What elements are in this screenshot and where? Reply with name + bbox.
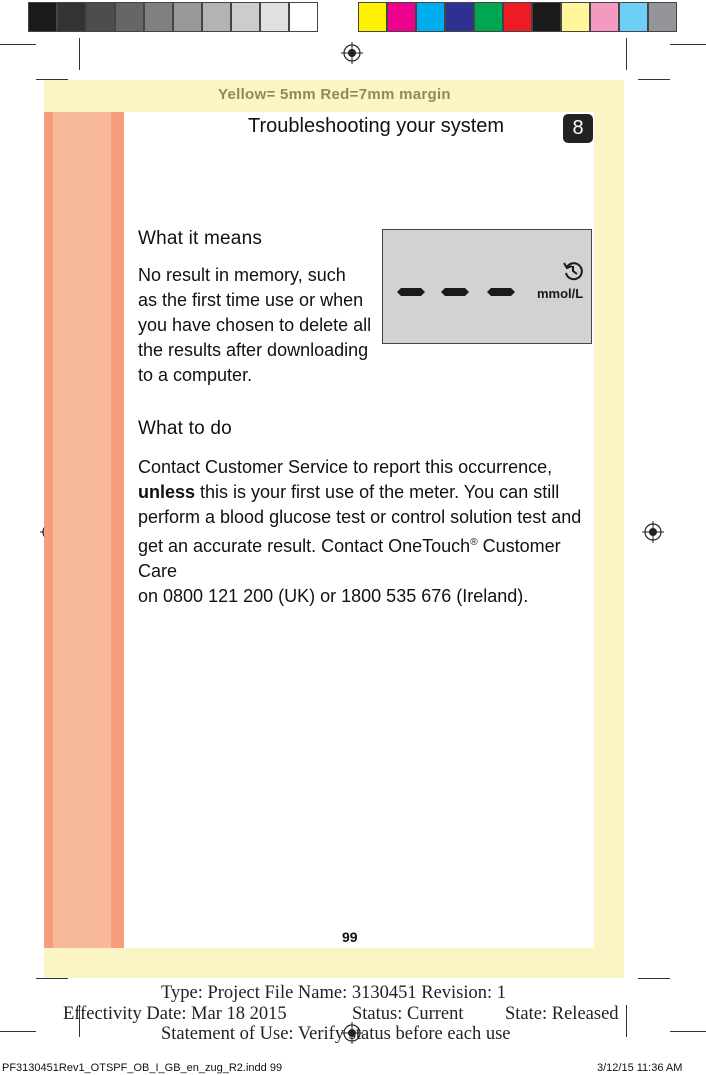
crop-mark bbox=[0, 44, 36, 45]
text-line: on 0800 121 200 (UK) or 1800 535 676 (Ireland). bbox=[138, 586, 529, 606]
crop-mark bbox=[79, 38, 80, 70]
crop-mark bbox=[36, 978, 68, 979]
page-number: 99 bbox=[342, 929, 358, 945]
gray-swatch bbox=[86, 2, 115, 32]
crop-mark bbox=[626, 1005, 627, 1037]
color-swatch bbox=[358, 2, 387, 32]
crop-mark bbox=[670, 44, 706, 45]
registration-mark-icon bbox=[642, 521, 664, 543]
doc-meta-effectivity: Effectivity Date: Mar 18 2015 bbox=[63, 1004, 287, 1024]
crop-mark bbox=[0, 1031, 36, 1032]
color-swatch bbox=[445, 2, 474, 32]
gray-swatch bbox=[144, 2, 173, 32]
gray-swatch bbox=[173, 2, 202, 32]
text-line: No result in memory, such bbox=[138, 265, 346, 285]
color-swatch bbox=[532, 2, 561, 32]
text-line bbox=[138, 530, 588, 584]
crop-mark bbox=[638, 978, 670, 979]
doc-meta-state: State: Released bbox=[505, 1004, 619, 1024]
doc-meta-statement: Statement of Use: Verify status before each use bbox=[161, 1024, 511, 1044]
gray-swatch bbox=[115, 2, 144, 32]
color-swatch bbox=[561, 2, 590, 32]
doc-meta-status: Status: Current bbox=[352, 1004, 464, 1024]
gray-swatch bbox=[202, 2, 231, 32]
color-swatch bbox=[416, 2, 445, 32]
gray-swatch bbox=[57, 2, 86, 32]
text-line: Contact Customer Service to report this occurrence, bbox=[138, 457, 553, 477]
what-to-do-text bbox=[138, 455, 588, 609]
slug-date: 3/12/15 11:36 AM bbox=[597, 1062, 683, 1074]
slug-filename: PF3130451Rev1_OTSPF_OB_I_GB_en_zug_R2.indd 99 bbox=[2, 1062, 283, 1074]
text-span: get an accurate result. Contact OneTouch bbox=[138, 536, 471, 556]
text-span: this is your first use of the meter. You can still bbox=[195, 482, 560, 502]
gray-swatch bbox=[289, 2, 318, 32]
gray-swatch bbox=[28, 2, 57, 32]
red-margin-inner bbox=[53, 112, 111, 948]
chapter-badge: 8 bbox=[563, 114, 593, 143]
registration-mark-icon bbox=[341, 42, 363, 64]
margin-note: Yellow= 5mm Red=7mm margin bbox=[218, 86, 451, 103]
color-swatch bbox=[503, 2, 532, 32]
history-icon bbox=[562, 260, 584, 282]
text-span: Customer Care bbox=[138, 536, 561, 581]
unit-label: mmol/L bbox=[537, 286, 584, 301]
text-line: to a computer. bbox=[138, 365, 253, 385]
page-title: Troubleshooting your system bbox=[248, 115, 505, 137]
text-line: the results after downloading bbox=[138, 340, 369, 360]
registered-mark: ® bbox=[470, 537, 478, 548]
color-swatch bbox=[619, 2, 648, 32]
color-swatch bbox=[387, 2, 416, 32]
crop-mark bbox=[626, 38, 627, 70]
color-swatch bbox=[474, 2, 503, 32]
meter-display bbox=[382, 229, 592, 344]
color-swatch bbox=[648, 2, 677, 32]
text-line bbox=[138, 480, 588, 505]
what-it-means-text bbox=[138, 263, 378, 388]
crop-mark bbox=[638, 79, 670, 80]
text-line: as the first time use or when bbox=[138, 290, 364, 310]
section-heading-what-it-means: What it means bbox=[138, 228, 263, 249]
crop-mark bbox=[670, 1031, 706, 1032]
gray-swatch bbox=[231, 2, 260, 32]
gray-swatch bbox=[260, 2, 289, 32]
section-heading-what-to-do: What to do bbox=[138, 418, 232, 439]
emphasis-text: unless bbox=[138, 482, 196, 502]
color-swatch bbox=[590, 2, 619, 32]
doc-meta-line1: Type: Project File Name: 3130451 Revision: 1 bbox=[161, 983, 507, 1003]
text-line: you have chosen to delete all bbox=[138, 315, 372, 335]
text-line: perform a blood glucose test or control solution test and bbox=[138, 507, 582, 527]
